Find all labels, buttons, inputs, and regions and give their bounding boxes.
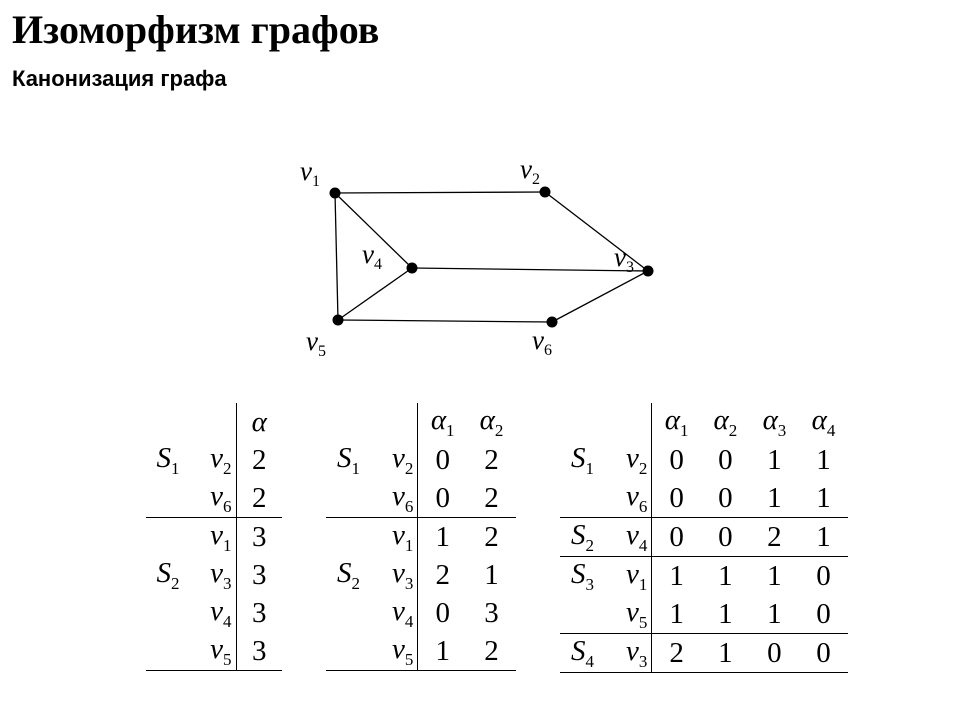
edge-v5-v6 (338, 320, 552, 322)
alpha-symbol: $\alpha_2$ (479, 403, 504, 440)
vertex-symbol: $v_5$ (210, 632, 232, 669)
class-label (560, 595, 605, 634)
vertex-cell (190, 518, 236, 557)
class-symbol: $S_4$ (570, 634, 594, 671)
column-header (799, 403, 848, 441)
class-label (146, 594, 190, 632)
vertex-label-v1: $v_1$ (300, 156, 320, 190)
table-alpha (146, 403, 282, 671)
value-cell: 0 (652, 518, 701, 557)
value-cell: 1 (701, 634, 750, 673)
class-label (146, 479, 190, 518)
table-row (146, 479, 282, 518)
value-cell: 2 (252, 443, 267, 476)
vertex-cell (605, 595, 652, 634)
vertex-symbol: $v_2$ (392, 441, 414, 478)
column-header (652, 403, 701, 441)
vertex-symbol: $v_2$ (626, 441, 648, 478)
vertex-symbol: $v_1$ (392, 518, 414, 555)
table-row (560, 557, 848, 596)
value-cell: 3 (484, 596, 499, 629)
vertex-cell (371, 518, 418, 557)
alpha-symbol: α (251, 405, 267, 438)
column-header (467, 403, 516, 441)
table-row (146, 518, 282, 557)
value-cell: 0 (799, 557, 848, 596)
vertex-symbol: $v_3$ (626, 634, 648, 671)
vertex-cell (190, 632, 236, 671)
vertex-cell (605, 479, 652, 518)
table-row (146, 441, 282, 479)
value-cell: 2 (467, 632, 516, 671)
class-label (560, 518, 605, 557)
class-label (146, 556, 190, 594)
vertex-symbol: $v_6$ (210, 479, 232, 516)
vertex-symbol: $v_3$ (210, 556, 232, 593)
vertex-cell (371, 441, 418, 479)
table-row (560, 479, 848, 518)
value-cell: 1 (816, 481, 831, 514)
vertex-cell (190, 441, 236, 479)
table-row (560, 441, 848, 479)
vertex-label-v5: $v_5$ (306, 326, 326, 360)
vertex-cell (190, 594, 236, 632)
vertex-cell (605, 441, 652, 479)
vertex-cell (605, 518, 652, 557)
edge-v4-v5 (338, 268, 412, 320)
edge-v1-v2 (335, 192, 545, 193)
value-cell: 0 (669, 481, 684, 514)
value-cell: 1 (652, 557, 701, 596)
vertex-cell (371, 632, 418, 671)
vertex-symbol: $v_4$ (210, 594, 232, 631)
class-symbol: $S_1$ (570, 441, 594, 478)
value-cell: 0 (435, 596, 450, 629)
value-cell: 0 (816, 597, 831, 630)
class-label (560, 557, 605, 596)
class-label (146, 632, 190, 671)
class-label (560, 634, 605, 673)
value-cell: 0 (718, 481, 733, 514)
value-cell: 1 (669, 597, 684, 630)
vertex-symbol: $v_4$ (392, 594, 414, 631)
class-label (326, 632, 371, 671)
vertex-symbol: $v_2$ (210, 441, 232, 478)
value-cell: 3 (252, 596, 267, 629)
value-cell: 1 (816, 443, 831, 476)
value-cell: 1 (767, 481, 782, 514)
class-label (326, 441, 371, 479)
value-cell: 0 (669, 443, 684, 476)
value-cell: 0 (435, 481, 450, 514)
table-row (560, 518, 848, 557)
vertex-label-v4: $v_4$ (362, 239, 382, 273)
class-symbol: $S_2$ (570, 518, 594, 555)
vertex-cell (371, 479, 418, 518)
edge-v4-v3 (412, 268, 648, 271)
table-header-row (146, 403, 282, 441)
value-cell: 1 (767, 597, 782, 630)
vertex-cell (190, 556, 236, 594)
value-cell: 0 (799, 634, 848, 673)
value-cell: 3 (252, 558, 267, 591)
class-label (560, 441, 605, 479)
class-label (326, 594, 371, 632)
column-header (701, 403, 750, 441)
vertex-v5 (333, 315, 344, 326)
table-row (326, 479, 516, 518)
page-subtitle: Канонизация графа (12, 66, 227, 91)
class-symbol: $S_1$ (336, 441, 360, 478)
vertex-symbol: $v_1$ (626, 557, 648, 594)
column-header (750, 403, 799, 441)
vertex-v1 (330, 188, 341, 199)
value-cell: 3 (236, 518, 282, 557)
vertex-label-v6: $v_6$ (532, 325, 552, 359)
alpha-symbol: $\alpha_2$ (713, 403, 738, 440)
page-title: Изоморфизм графов (12, 7, 380, 52)
table-row (326, 441, 516, 479)
vertex-cell (371, 594, 418, 632)
alpha-symbol: $\alpha_3$ (762, 403, 787, 440)
table-header-row (326, 403, 516, 441)
alpha-symbol: $\alpha_4$ (811, 403, 836, 440)
value-cell: 0 (750, 634, 799, 673)
value-cell: 1 (767, 443, 782, 476)
value-cell: 1 (799, 518, 848, 557)
value-cell: 1 (484, 558, 499, 591)
vertex-label-v3: $v_3$ (614, 242, 634, 276)
class-symbol: $S_2$ (156, 556, 180, 593)
value-cell: 2 (484, 481, 499, 514)
vertex-label-v2: $v_2$ (520, 154, 540, 188)
table-header-row (560, 403, 848, 441)
value-cell: 1 (718, 597, 733, 630)
column-header (236, 403, 282, 441)
value-cell: 2 (484, 443, 499, 476)
vertex-cell (605, 557, 652, 596)
class-label (326, 556, 371, 594)
class-symbol: $S_1$ (156, 441, 180, 478)
value-cell: 0 (435, 443, 450, 476)
table-row (326, 632, 516, 671)
vertex-symbol: $v_6$ (392, 479, 414, 516)
class-label (326, 479, 371, 518)
vertex-symbol: $v_4$ (626, 518, 648, 555)
value-cell: 1 (750, 557, 799, 596)
vertex-v3 (643, 266, 654, 277)
table-row (146, 594, 282, 632)
vertex-v2 (540, 187, 551, 198)
table-row (560, 595, 848, 634)
vertex-symbol: $v_1$ (210, 518, 232, 555)
table-row (146, 556, 282, 594)
vertex-symbol: $v_6$ (626, 479, 648, 516)
vertex-cell (605, 634, 652, 673)
value-cell: 2 (467, 518, 516, 557)
vertex-symbol: $v_3$ (392, 556, 414, 593)
class-label (146, 441, 190, 479)
vertex-v6 (547, 317, 558, 328)
vertex-symbol: $v_5$ (626, 595, 648, 632)
alpha-symbol: $\alpha_1$ (664, 403, 689, 440)
value-cell: 2 (750, 518, 799, 557)
value-cell: 1 (701, 557, 750, 596)
value-cell: 2 (652, 634, 701, 673)
class-symbol: $S_3$ (570, 557, 594, 594)
value-cell: 1 (418, 518, 467, 557)
table-row (326, 594, 516, 632)
table-row (146, 632, 282, 671)
alpha-symbol: $\alpha_1$ (430, 403, 455, 440)
table-row (560, 634, 848, 673)
vertex-v4 (407, 263, 418, 274)
table-row (326, 556, 516, 594)
value-cell: 2 (435, 558, 450, 591)
class-label (326, 518, 371, 557)
value-cell: 3 (236, 632, 282, 671)
vertex-symbol: $v_5$ (392, 632, 414, 669)
vertex-cell (371, 556, 418, 594)
class-symbol: $S_2$ (336, 556, 360, 593)
vertex-cell (190, 479, 236, 518)
edge-v6-v3 (552, 271, 648, 322)
class-label (560, 479, 605, 518)
table-alpha-1-4 (560, 403, 848, 673)
edge-v1-v5 (335, 193, 338, 320)
table-row (326, 518, 516, 557)
class-label (146, 518, 190, 557)
value-cell: 2 (252, 481, 267, 514)
value-cell: 0 (701, 518, 750, 557)
table-alpha-1-2 (326, 403, 516, 671)
value-cell: 0 (718, 443, 733, 476)
column-header (418, 403, 467, 441)
value-cell: 1 (418, 632, 467, 671)
